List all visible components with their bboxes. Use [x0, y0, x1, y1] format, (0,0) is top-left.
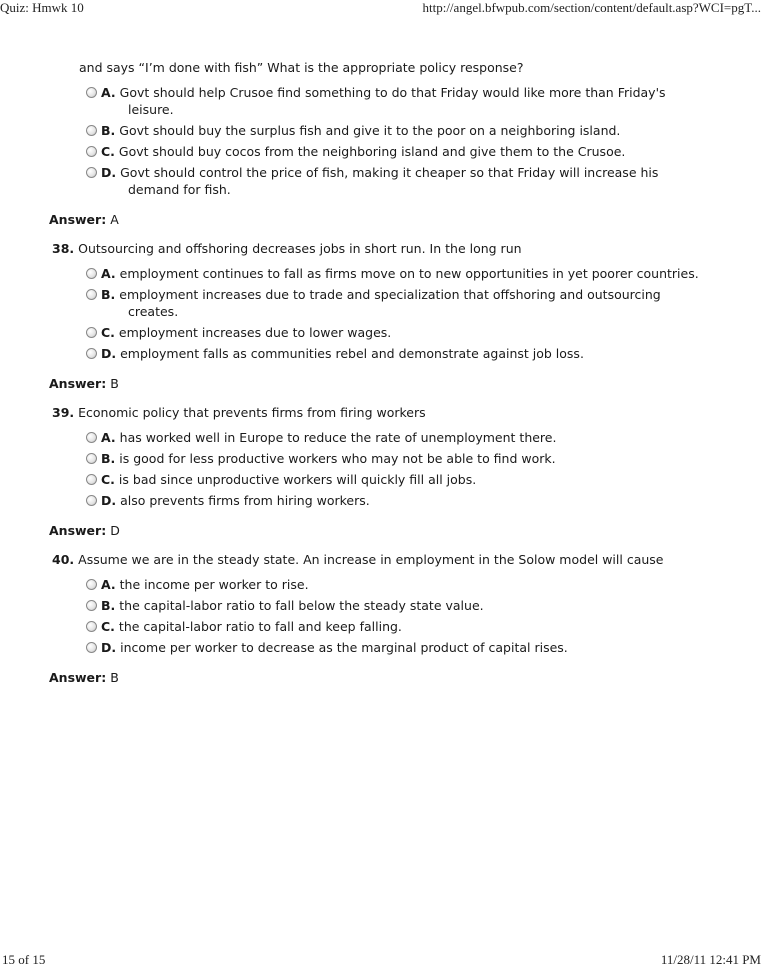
page-footer-datetime: 11/28/11 12:41 PM — [660, 952, 761, 967]
option-a[interactable]: A. the income per worker to rise. — [86, 576, 568, 593]
radio-button[interactable] — [86, 348, 97, 359]
question-number: 38. — [52, 241, 75, 256]
radio-button[interactable] — [86, 600, 97, 611]
answer-line: Answer: D — [49, 523, 120, 538]
answer-line: Answer: B — [49, 670, 119, 685]
question-stem-text: Economic policy that prevents firms from firing workers — [78, 405, 426, 420]
answer-value: B — [110, 670, 119, 685]
option-b[interactable]: B. Govt should buy the surplus fish and give it to the poor on a neighboring island. — [86, 122, 666, 139]
question-number: 40. — [52, 552, 75, 567]
option-c[interactable]: C. Govt should buy cocos from the neighboring island and give them to the Crusoe. — [86, 143, 666, 160]
option-list — [86, 429, 556, 509]
answer-line: Answer: A — [49, 212, 119, 227]
radio-button[interactable] — [86, 289, 97, 300]
question-stem — [52, 240, 522, 257]
question-stem-text: Assume we are in the steady state. An increase in employment in the Solow model will cause — [78, 552, 664, 567]
option-d[interactable]: D. also prevents firms from hiring workers. — [86, 492, 556, 509]
radio-button[interactable] — [86, 87, 97, 98]
radio-button[interactable] — [86, 327, 97, 338]
question-stem-text: Outsourcing and offshoring decreases jobs in short run. In the long run — [78, 241, 522, 256]
radio-button[interactable] — [86, 146, 97, 157]
option-b[interactable]: B. is good for less productive workers who may not be able to find work. — [86, 450, 556, 467]
option-a[interactable]: A. Govt should help Crusoe find something to do that Friday would like more than Friday's leisure. — [86, 84, 666, 118]
option-c[interactable]: C. employment increases due to lower wages. — [86, 324, 699, 341]
radio-button[interactable] — [86, 453, 97, 464]
radio-button[interactable] — [86, 268, 97, 279]
answer-value: A — [110, 212, 119, 227]
radio-button[interactable] — [86, 642, 97, 653]
question-stem-text: and says “I’m done with fish” What is the appropriate policy response? — [79, 60, 524, 75]
answer-value: B — [110, 376, 119, 391]
page-header-title: Quiz: Hmwk 10 — [0, 0, 84, 15]
question-stem — [79, 59, 524, 76]
page-header-url: http://angel.bfwpub.com/section/content/default.asp?WCI=pgT... — [422, 0, 761, 15]
option-c[interactable]: C. the capital-labor ratio to fall and keep falling. — [86, 618, 568, 635]
answer-value: D — [110, 523, 120, 538]
option-d[interactable]: D. income per worker to decrease as the marginal product of capital rises. — [86, 639, 568, 656]
radio-button[interactable] — [86, 167, 97, 178]
question-number: 39. — [52, 405, 75, 420]
answer-line: Answer: B — [49, 376, 119, 391]
radio-button[interactable] — [86, 474, 97, 485]
option-d[interactable]: D. employment falls as communities rebel and demonstrate against job loss. — [86, 345, 699, 362]
option-d[interactable]: D. Govt should control the price of fish, making it cheaper so that Friday will increase his demand for fish. — [86, 164, 666, 198]
option-b[interactable]: B. employment increases due to trade and specialization that offshoring and outsourcing creates. — [86, 286, 699, 320]
radio-button[interactable] — [86, 125, 97, 136]
option-a[interactable]: A. employment continues to fall as firms move on to new opportunities in yet poorer countries. — [86, 265, 699, 282]
question-stem — [52, 404, 426, 421]
radio-button[interactable] — [86, 579, 97, 590]
radio-button[interactable] — [86, 495, 97, 506]
radio-button[interactable] — [86, 621, 97, 632]
option-a[interactable]: A. has worked well in Europe to reduce the rate of unemployment there. — [86, 429, 556, 446]
option-list — [86, 265, 699, 362]
option-list — [86, 84, 666, 198]
option-b[interactable]: B. the capital-labor ratio to fall below the steady state value. — [86, 597, 568, 614]
page-footer-page-number: 15 of 15 — [2, 952, 46, 967]
radio-button[interactable] — [86, 432, 97, 443]
question-stem — [52, 551, 663, 568]
option-list — [86, 576, 568, 656]
option-c[interactable]: C. is bad since unproductive workers will quickly fill all jobs. — [86, 471, 556, 488]
